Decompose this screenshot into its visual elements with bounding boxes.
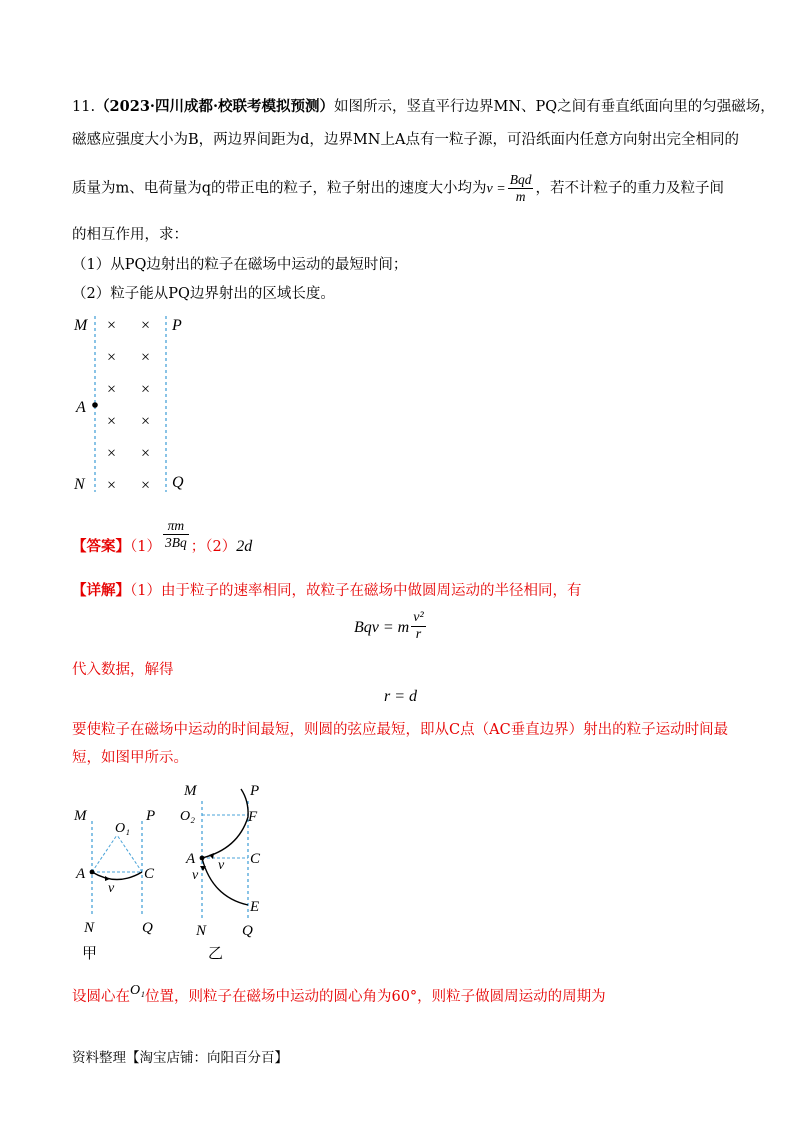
- svg-text:C: C: [250, 851, 261, 867]
- problem-number: 11.: [72, 99, 96, 115]
- answer-tag: 【答案】: [72, 537, 130, 555]
- velocity-symbol: v =: [486, 181, 506, 197]
- svg-text:P: P: [250, 783, 260, 799]
- svg-text:O₂: O₂: [180, 809, 195, 824]
- label-m: M: [74, 317, 88, 334]
- svg-text:N: N: [84, 920, 95, 936]
- problem-line-3: 质量为m、电荷量为q的带正电的粒子，粒子射出的速度大小均为v = $\frac{\text{Bqd}}{m}$ ，若不计粒子的重力及粒子间: [72, 172, 724, 204]
- problem-line-4: 的相互作用，求：: [72, 227, 188, 243]
- center-o1-symbol: O₁: [130, 983, 145, 998]
- problem-line-1: [72, 97, 775, 117]
- label-p: P: [172, 317, 182, 334]
- label-n: N: [74, 476, 85, 493]
- magnetic-field-figure: [68, 310, 208, 495]
- figure-jia: [73, 808, 155, 962]
- svg-text:v: v: [218, 858, 225, 873]
- source-point-a: [92, 402, 98, 408]
- field-cross: ×: [107, 381, 117, 398]
- field-cross: ×: [141, 445, 151, 462]
- svg-text:Q: Q: [242, 923, 253, 939]
- svg-text:v: v: [192, 868, 199, 883]
- velocity-fraction: $\frac{\text{Bqd}}{m}$: [509, 172, 532, 204]
- detail-line-5: 设圆心在O₁位置，则粒子在磁场中运动的圆心角为60°，则粒子做圆周运动的周期为: [72, 983, 606, 1005]
- svg-text:A: A: [186, 851, 196, 867]
- field-cross: ×: [107, 349, 117, 366]
- detail-line-1: 【详解】（1）由于粒子的速率相同，故粒子在磁场中做圆周运动的半径相同，有: [72, 582, 582, 599]
- answer-1-fraction: $\frac{\pi m}{3Bq}$: [164, 518, 187, 550]
- svg-text:Q: Q: [142, 920, 153, 936]
- arc-upper: [202, 789, 248, 858]
- svg-text:M: M: [74, 808, 87, 824]
- caption-yi: 乙: [208, 946, 224, 962]
- field-cross: ×: [141, 477, 151, 494]
- field-cross: ×: [107, 445, 117, 462]
- field-cross: ×: [107, 317, 117, 334]
- svg-text:v: v: [108, 881, 115, 896]
- detail-line-2: 代入数据，解得: [72, 662, 174, 678]
- equation-lorentz: Bqv = m $\frac{\text{v²}}{r}$: [354, 610, 424, 642]
- field-cross: ×: [141, 381, 151, 398]
- label-q: Q: [172, 474, 184, 491]
- equation-radius: r = d: [384, 688, 418, 705]
- svg-text:F: F: [248, 809, 258, 825]
- field-cross: ×: [141, 413, 151, 430]
- field-cross: ×: [107, 477, 117, 494]
- svg-text:N: N: [196, 923, 207, 939]
- field-crosses: [107, 317, 150, 494]
- question-1: （1）从PQ边射出的粒子在磁场中运动的最短时间；: [72, 257, 408, 273]
- trajectory-figure: [68, 775, 278, 975]
- problem-line-2: 磁感应强度大小为B，两边界间距为d，边界MN上A点有一粒子源，可沿纸面内任意方向射出完全相同的: [72, 132, 739, 148]
- detail-tag: 【详解】: [72, 582, 130, 599]
- question-2: （2）粒子能从PQ边界射出的区域长度。: [72, 286, 335, 302]
- svg-text:P: P: [146, 808, 156, 824]
- detail-line-4: 短，如图甲所示。: [72, 750, 188, 766]
- svg-text:M: M: [184, 783, 197, 799]
- svg-text:E: E: [250, 899, 260, 915]
- caption-jia: 甲: [82, 946, 98, 962]
- field-cross: ×: [141, 349, 151, 366]
- answer-2-value: 2d: [236, 537, 253, 555]
- svg-text:A: A: [76, 866, 86, 882]
- svg-text:C: C: [144, 866, 155, 882]
- field-cross: ×: [141, 317, 151, 334]
- footer-source: 资料整理【淘宝店铺：向阳百分百】: [72, 1050, 288, 1066]
- field-cross: ×: [107, 413, 117, 430]
- problem-source: （2023·四川成都·校联考模拟预测）: [95, 98, 335, 115]
- label-a: A: [76, 399, 86, 416]
- figure-yi: [180, 783, 261, 962]
- answer-line: 【答案】（1） $\frac{\pi m}{3Bq}$ ；（2）2d: [72, 518, 253, 555]
- arc-lower: [202, 858, 248, 905]
- arc-trajectory: [92, 872, 142, 880]
- problem-text: 如图所示，竖直平行边界MN、PQ之间有垂直纸面向里的匀强磁场，: [334, 99, 775, 115]
- svg-text:O₁: O₁: [115, 821, 130, 836]
- detail-line-3: 要使粒子在磁场中运动的时间最短，则圆的弦应最短，即从C点（AC垂直边界）射出的粒子运动时间最: [72, 722, 729, 738]
